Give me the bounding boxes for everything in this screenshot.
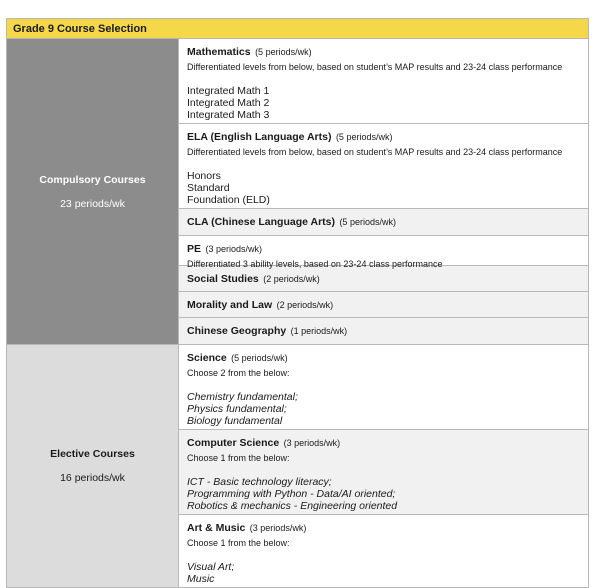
course-pe (179, 236, 588, 269)
course-selection-table (6, 18, 589, 588)
course-option: Physics fundamental; (187, 403, 287, 415)
course-name: Morality and Law (187, 299, 273, 311)
course-periods: (5 periods/wk) (231, 353, 288, 363)
course-periods: (3 periods/wk) (205, 244, 262, 254)
compulsory-label-cell (7, 39, 179, 344)
course-chinese-geography (179, 318, 588, 344)
course-options (187, 85, 582, 121)
course-description: Choose 1 from the below: (187, 538, 290, 548)
course-option: Robotics & mechanics - Engineering oriented (187, 500, 398, 512)
compulsory-course-list (179, 39, 588, 344)
course-cla (179, 209, 588, 236)
course-periods: (2 periods/wk) (263, 274, 320, 284)
course-option: Honors (187, 170, 221, 182)
course-periods: (5 periods/wk) (255, 47, 312, 57)
course-name: Chinese Geography (187, 325, 287, 337)
course-periods: (1 periods/wk) (290, 326, 348, 336)
course-description: Differentiated levels from below, based on student’s MAP results and 23-24 class performance (187, 62, 563, 72)
course-option: Foundation (ELD) (187, 194, 270, 206)
course-options (187, 561, 582, 585)
course-option: Programming with Python - Data/AI oriented; (187, 488, 396, 500)
course-mathematics (179, 39, 588, 124)
course-option: Music (187, 573, 215, 585)
course-ela (179, 124, 588, 209)
course-periods: (5 periods/wk) (339, 217, 396, 227)
course-option: Biology fundamental (187, 415, 283, 427)
course-options (187, 476, 582, 512)
course-periods: (3 periods/wk) (249, 523, 307, 533)
elective-title: Elective Courses (50, 448, 135, 460)
course-name: Mathematics (187, 46, 251, 58)
course-description: Choose 1 from the below: (187, 453, 290, 463)
course-options (187, 170, 582, 206)
course-name: Computer Science (187, 437, 280, 449)
course-computer-science (179, 430, 588, 515)
course-option: Standard (187, 182, 230, 194)
course-option: Integrated Math 1 (187, 85, 270, 97)
elective-section (7, 345, 588, 587)
course-periods: (5 periods/wk) (335, 132, 393, 142)
course-description: Choose 2 from the below: (187, 368, 290, 378)
compulsory-periods: 23 periods/wk (60, 197, 125, 210)
course-option: Integrated Math 3 (187, 109, 270, 121)
course-option: Visual Art; (187, 561, 235, 573)
course-morality-law (179, 292, 588, 318)
course-name: CLA (Chinese Language Arts) (187, 216, 335, 228)
course-name: PE (187, 243, 202, 255)
course-periods: (3 periods/wk) (283, 438, 341, 448)
course-option: Chemistry fundamental; (187, 391, 298, 403)
elective-periods: 16 periods/wk (60, 472, 125, 484)
course-name: Science (187, 352, 227, 364)
table-title: Grade 9 Course Selection (7, 19, 588, 39)
compulsory-section (7, 39, 588, 345)
course-options (187, 391, 582, 427)
elective-course-list (179, 345, 588, 587)
course-option: Integrated Math 2 (187, 97, 270, 109)
course-option: ICT - Basic technology literacy; (187, 476, 332, 488)
course-name: ELA (English Language Arts) (187, 131, 332, 143)
course-science (179, 345, 588, 430)
course-periods: (2 periods/wk) (276, 300, 334, 310)
course-name: Art & Music (187, 522, 246, 534)
course-description: Differentiated levels from below, based on student’s MAP results and 23-24 class performance (187, 147, 563, 157)
course-art-music (179, 515, 588, 587)
course-name: Social Studies (187, 273, 259, 285)
elective-label-cell (7, 345, 179, 587)
compulsory-title: Compulsory Courses (39, 173, 146, 186)
course-description: Differentiated 3 ability levels, based on 23-24 class performance (187, 259, 443, 269)
